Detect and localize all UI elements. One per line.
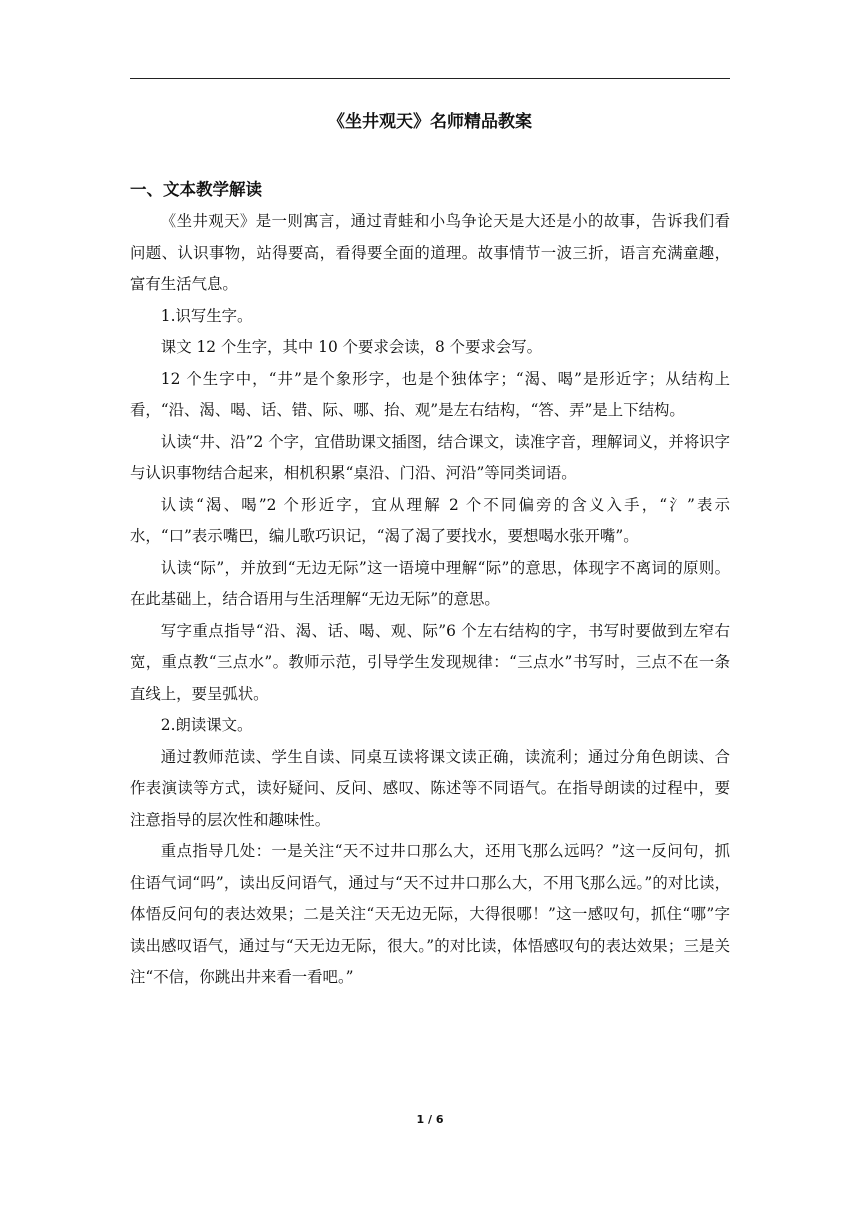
page-number: 1 / 6: [416, 1113, 444, 1126]
paragraph-subheading-1: 1.识写生字。: [160, 306, 253, 325]
paragraph-intro: 《坐井观天》是一则寓言，通过青蛙和小鸟争论天是大还是小的故事，告诉我们看问题、认识事物，站得要高，看得要全面的道理。故事情节一波三折，语言充满童趣，富有生活气息。: [130, 212, 730, 293]
paragraph-recognize-jing-yan: 认读“井、沿”2 个字，宜借助课文插图，结合课文，读准字音，理解词义，并将识字与认识事物结合起来，相机积累“桌沿、门沿、河沿”等同类词语。: [130, 432, 730, 482]
paragraph-writing-guidance: 写字重点指导“沿、渴、话、喝、观、际”6 个左右结构的字，书写时要做到左窄右宽，重点教“三点水”。教师示范，引导学生发现规律：“三点水”书写时，三点不在一条直线上，要呈弧状。: [130, 621, 730, 703]
section-heading: 一、文本教学解读: [130, 180, 262, 199]
paragraph-char-count: 课文 12 个生字，其中 10 个要求会读，8 个要求会写。: [160, 338, 543, 356]
paragraph-subheading-2: 2.朗读课文。: [160, 716, 253, 734]
header-rule: [130, 78, 730, 79]
paragraph-char-structure: 12 个生字中，“井”是个象形字，也是个独体字；“渴、喝”是形近字；从结构上看，“沿、渴、喝、话、错、际、哪、抬、观”是左右结构，“答、弄”是上下结构。: [130, 369, 730, 419]
paragraph-recognize-ji: 认读“际”，并放到“无边无际”这一语境中理解“际”的意思，体现字不离词的原则。在此基础上，结合语用与生活理解“无边无际”的意思。: [130, 558, 730, 608]
paragraph-recognize-ke-he: 认读“渴、喝”2 个形近字，宜从理解 2 个不同偏旁的含义入手，“氵”表示水，“口”表示嘴巴，编儿歌巧识记，“渴了渴了要找水，要想喝水张开嘴”。: [130, 495, 730, 545]
document-title: 《坐井观天》名师精品教案: [328, 112, 532, 132]
document-body: [130, 206, 730, 994]
paragraph-reading-focus: 重点指导几处：一是关注“天不过井口那么大，还用飞那么远吗？”这一反问句，抓住语气词“吗”，读出反问语气，通过与“天不过井口那么大，不用飞那么远。”的对比读，体悟反问句的表达效果；二是关注“天无边无际，大得很哪！”这一感叹句，抓住“哪”字读出感叹语气，通过与“天无边无际，很大。”的对比读，体悟感叹句的表达效果；三是关注“不信，你跳出井来看一看吧。”: [130, 842, 730, 986]
paragraph-reading-methods: 通过教师范读、学生自读、同桌互读将课文读正确，读流利；通过分角色朗读、合作表演读等方式，读好疑问、反问、感叹、陈述等不同语气。在指导朗读的过程中，要注意指导的层次性和趣味性。: [130, 747, 730, 829]
